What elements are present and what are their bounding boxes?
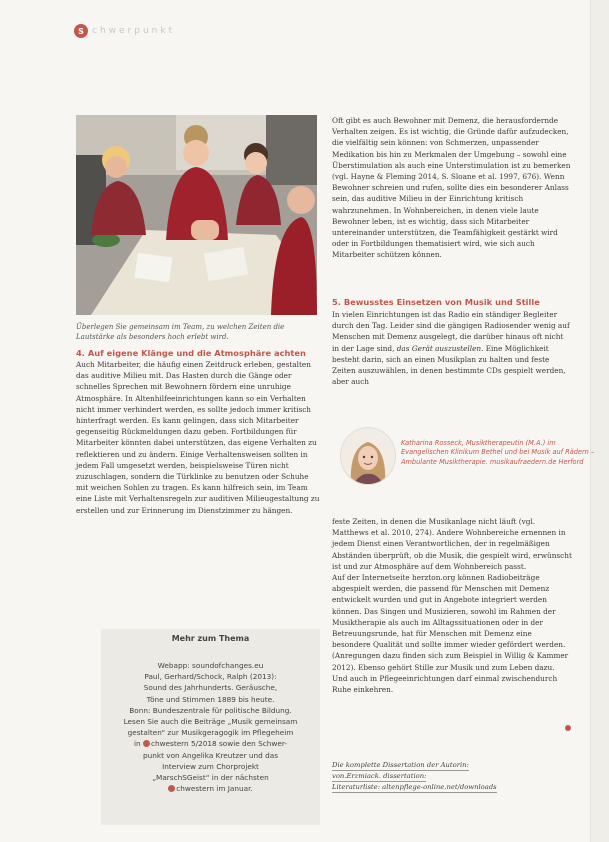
- magazine-logo: [74, 24, 88, 38]
- logo-letter: S: [78, 26, 84, 36]
- photo-caption: Überlegen Sie gemeinsam im Team, zu welchen Zeiten die Lautstärke als besonders hoch erlebt wird.: [76, 323, 285, 341]
- box-line-12-text: chwestern im Januar.: [176, 784, 253, 794]
- box-line-8-text: chwestern 5/2018 sowie den Schwer-: [150, 739, 288, 749]
- team-photo: [76, 115, 317, 315]
- team-photo-illustration: [76, 115, 317, 315]
- reference-line-3[interactable]: Literaturliste: altenpflege-online.net/downloads: [332, 783, 497, 791]
- section5-paragraph: [332, 309, 572, 387]
- more-info-body: [107, 660, 314, 794]
- box-line: Webapp: soundofchanges.eu: [157, 661, 264, 670]
- reference-line-1[interactable]: Die komplette Dissertation der Autorin:: [332, 761, 469, 769]
- box-line: punkt von Angelika Kreutzer und das: [142, 750, 279, 760]
- more-info-box: [101, 629, 320, 825]
- right-top-paragraph: Oft gibt es auch Bewohner mit Demenz, die herausfordernde Verhalten zeigen. Es ist wichtig, die Gründe dafür aufzudecken, die vielfältig sein können: von Schmerzen, unpassender Medikation bis hin zu Merkmalen der Umgebung – sowohl eine Überstimulation als auch eine Unterstimulation ist zu bemerken (vgl. Hayne & Fleming 2014, S. Sloane et al. 1997, 676). Wenn Bewohner schreien und rufen, sollte dies ein besonderer Anlass sein, das auditive Milieu in der Einrichtung kritisch wahrzunehmen. In Wohnbereichen, in denen viele laute Bewohner leben, ist es wichtig, dass sich Mitarbeiter untereinander unterstützen, die Teamfähigkeit gestärkt wird oder in Fortbildungen thematisiert wird, wie sich auch Mitarbeiter schützen können.: [332, 116, 571, 260]
- section5-text-emphasis: das Gerät auszustellen: [396, 343, 482, 353]
- section4-paragraph: Auch Mitarbeiter, die häufig einen Zeitdruck erleben, gestalten das auditive Milieu mit. Das Hasten durch die Gänge oder schnelles Sprechen mit Bewohnern fördern eine unruhige Atmosphäre. In Altenhilfeeinrichtungen kann so ein Verhalten nicht immer verhindert werden, es sollte jedoch immer kritisch hinterfragt werden. Es kann gelingen, dass sich Mitarbeiter gegenseitig Rückmeldungen dazu geben. Fortbildungen für Mitarbeiter könnten dabei unterstützen, das eigene Verhalten zu reflektieren und zu ändern. Einige Verhaltensweisen sollten in jedem Fall umgesetzt werden, beispielsweise Türen nicht zuzuschlagen, sondern die Türklinke zu benutzen oder Schuhe mit weichen Sohlen zu tragen. Es kann hilfreich sein, im Team eine Liste mit Verhaltensregeln zur auditiven Milieugestaltung zu erstellen und zur Erinnerung im Dienstzimmer zu hängen.: [76, 360, 320, 515]
- right-bottom-paragraph-a: feste Zeiten, in denen die Musikanlage nicht läuft (vgl. Matthews et al. 2010, 274). Andere Wohnbereiche ernennen in jedem Dienst einen Verantwortlichen, der in regelmäßigen Abständen überprüft, ob die Musik, die gespielt wird, erwünscht ist und zur Atmosphäre auf dem Wohnbereich passt.: [332, 517, 572, 571]
- page-edge: [590, 0, 609, 842]
- magazine-mini-logo: [168, 785, 175, 792]
- box-line: Bonn: Bundeszentrale für politische Bildung.: [129, 705, 292, 715]
- section4-text-column: [76, 359, 321, 516]
- section4-heading: 4. Auf eigene Klänge und die Atmosphäre achten: [76, 348, 306, 358]
- magazine-mini-logo: [143, 740, 150, 747]
- author-portrait: [341, 428, 395, 484]
- right-bottom-paragraph-b: Auf der Internetseite herzton.org können Radiobeiträge abgespielt werden, die passend für Menschen mit Demenz entwickelt wurden und gut in Angebote integriert werden können. Das Singen und Musizieren, sowohl im Rahmen der Musiktherapie als auch im Alltagssituationen oder in der Betreuungsrunde, hat für Menschen mit Demenz eine besondere Qualität und sollte immer wieder gefördert werden. (Anregungen dazu finden sich zum Beispiel in Willig & Kammer 2012). Ebenso gehört Stille zur Musik und zum Leben dazu. Und auch in Pflegeeinrichtungen darf einmal zwischendurch Ruhe einkehren.: [332, 573, 569, 695]
- section5-text-b: . Eine Möglichkeit besteht darin, sich an einen Musikplan zu halten und feste Zeiten auszuwählen, in denen bestimmte CDs gespielt werden, aber auch: [332, 343, 566, 387]
- box-line: [107, 738, 314, 749]
- box-line: Sound des Jahrhunderts. Geräusche,: [143, 683, 278, 693]
- more-info-title: Mehr zum Thema: [171, 634, 250, 643]
- box-line: Interview zum Chorprojekt: [162, 761, 259, 771]
- box-line: [107, 783, 314, 794]
- author-avatar: [340, 427, 396, 485]
- section-title: chwerpunkt: [92, 26, 176, 36]
- section5-text-column: [332, 309, 572, 387]
- right-column-top: [332, 115, 572, 261]
- box-line: „MarschSGeist“ in der nächsten: [152, 773, 269, 783]
- references: [332, 760, 572, 793]
- section5-heading: 5. Bewusstes Einsetzen von Musik und Stille: [332, 297, 540, 307]
- box-line: Lesen Sie auch die Beiträge „Musik gemeinsam: [123, 717, 298, 727]
- reference-line-2[interactable]: von.Erzmiack. dissertation:: [332, 772, 427, 780]
- right-column-bottom: [332, 516, 572, 695]
- box-line: gestalten“ zur Musikgeragogik im Pflegeheim: [127, 728, 294, 738]
- box-line: Paul, Gerhard/Schock, Ralph (2013):: [144, 672, 277, 682]
- box-line: Töne und Stimmen 1889 bis heute.: [146, 694, 275, 704]
- section5-text-a: In vielen Einrichtungen ist das Radio ein ständiger Begleiter durch den Tag. Leider sind die gängigen Radiosender wenig auf Menschen mit Demenz ausgelegt, die darüber hinaus oft nicht in der Lage sind,: [332, 310, 570, 353]
- page-header: [74, 22, 175, 40]
- box-line-8-prefix: in: [133, 739, 141, 749]
- author-box: [334, 425, 604, 495]
- author-bio: Katharina Rosseck, Musiktherapeutin (M.A.) im Evangelischen Klinikum Bethel und bei Musik auf Rädern – Ambulante Musiktherapie. musikaufraedern.de Herford: [401, 439, 595, 466]
- article-end-mark: [565, 725, 571, 731]
